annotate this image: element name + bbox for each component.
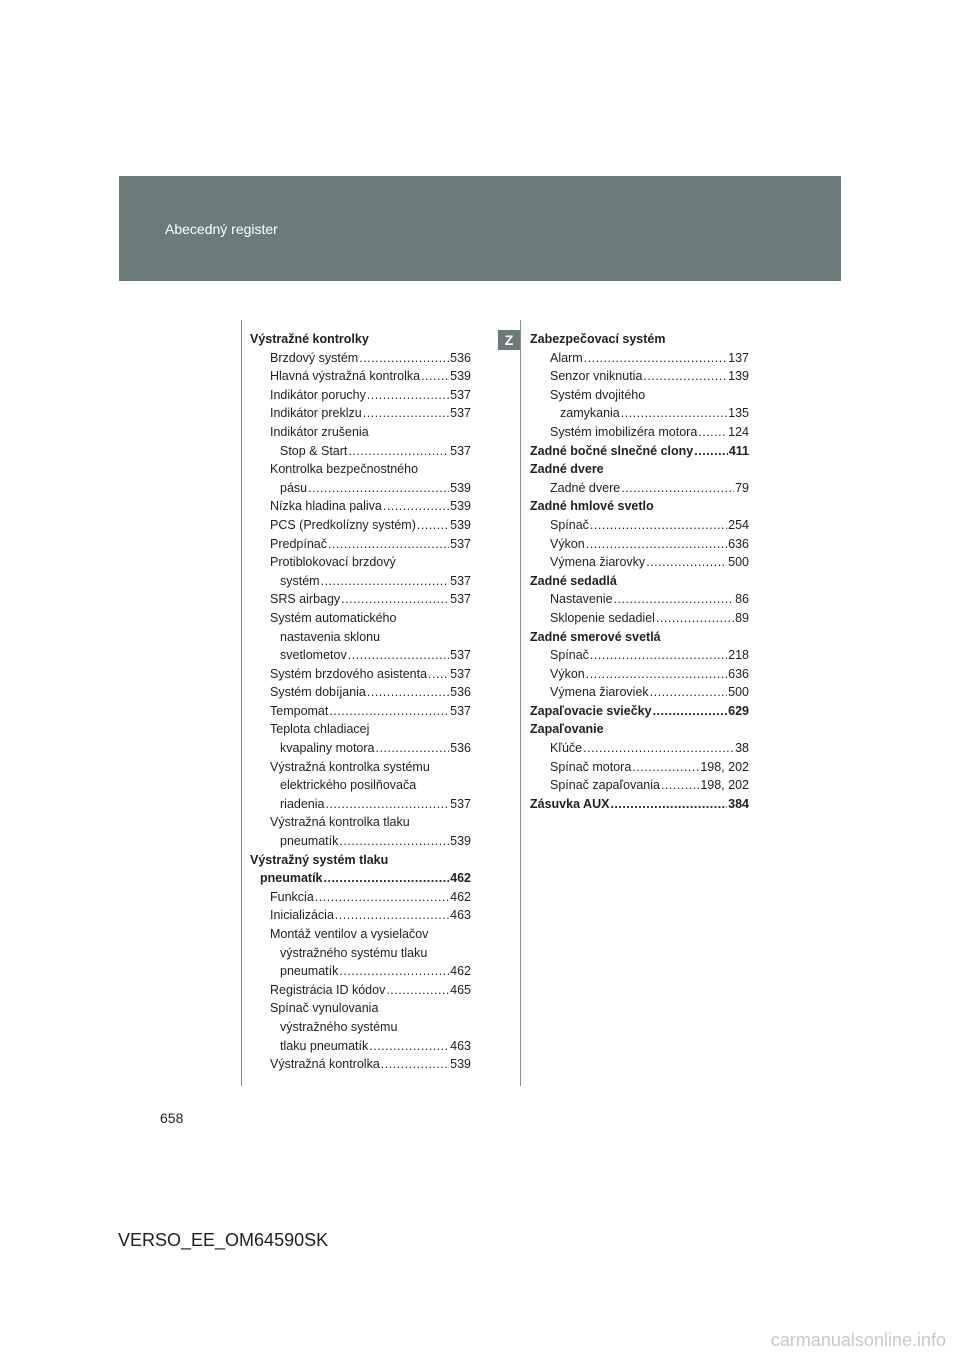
watermark: carmanualsonline.info — [770, 1330, 946, 1350]
index-entry-page: 462 — [450, 871, 471, 886]
index-entry-term: Zadné bočné slnečné clony — [530, 443, 694, 458]
index-entry-page: 86 — [735, 592, 749, 607]
index-entry — [250, 962, 471, 981]
right-column-rule — [520, 320, 521, 1086]
index-entry — [250, 460, 471, 479]
index-entry-term: Výmena žiaroviek — [550, 685, 649, 700]
dot-leader — [586, 535, 727, 554]
index-entry-page: 38 — [735, 741, 749, 756]
index-entry-page: 636 — [728, 666, 749, 681]
index-entry — [250, 888, 471, 907]
index-entry — [530, 367, 749, 386]
index-entry — [250, 479, 471, 498]
index-entry-term: Funkcia — [270, 889, 314, 904]
index-entry-page: 465 — [450, 982, 471, 997]
index-entry — [530, 497, 749, 516]
index-entry — [250, 776, 471, 795]
dot-leader — [621, 404, 727, 423]
index-entry-page: 218 — [728, 648, 749, 663]
index-entry-term: Zásuvka AUX — [530, 796, 610, 811]
index-entry — [250, 832, 471, 851]
dot-leader — [646, 553, 727, 572]
index-entry-page: 79 — [735, 480, 749, 495]
dot-leader — [367, 386, 449, 405]
index-entry-term: systém — [280, 573, 320, 588]
page-number: 658 — [160, 1110, 184, 1126]
index-entry-page: 539 — [450, 480, 471, 495]
dot-leader — [632, 758, 699, 777]
index-entry-page: 537 — [450, 387, 471, 402]
index-entry-term: Výkon — [550, 666, 585, 681]
index-entry-term: výstražného systému — [280, 1019, 398, 1034]
index-entry-term: Výstražné kontrolky — [250, 332, 369, 346]
index-entry-term: elektrického posilňovača — [280, 778, 417, 793]
dot-leader — [653, 702, 728, 721]
index-entry-term: Zabezpečovací systém — [530, 332, 666, 346]
index-entry — [530, 460, 749, 479]
index-entry — [250, 516, 471, 535]
index-entry — [250, 906, 471, 925]
index-entry-term: pneumatík — [280, 834, 339, 849]
index-entry — [250, 1037, 471, 1056]
index-entry — [250, 981, 471, 1000]
dot-leader — [621, 479, 734, 498]
index-entry — [530, 479, 749, 498]
index-entry — [530, 349, 749, 368]
index-entry-page: 629 — [728, 703, 749, 718]
index-entry-term: Predpínač — [270, 536, 327, 551]
index-entry-term: nastavenia sklonu — [280, 629, 381, 644]
dot-leader — [421, 367, 449, 386]
dot-leader — [369, 1037, 449, 1056]
dot-leader — [341, 590, 449, 609]
dot-leader — [348, 646, 449, 665]
index-entry-term: Výkon — [550, 536, 585, 551]
index-entry-term: Zapaľovanie — [530, 722, 604, 737]
dot-leader — [643, 367, 727, 386]
dot-leader — [339, 832, 449, 851]
dot-leader — [586, 665, 727, 684]
index-entry-page: 636 — [728, 536, 749, 551]
index-entry-term: Alarm — [550, 350, 583, 365]
index-entry-page: 536 — [450, 685, 471, 700]
index-entry — [250, 813, 471, 832]
dot-leader — [650, 683, 727, 702]
index-entry-term: Výmena žiarovky — [550, 555, 646, 570]
index-entry — [250, 590, 471, 609]
index-entry — [250, 572, 471, 591]
index-entry-page: 89 — [735, 610, 749, 625]
index-entry-page: 539 — [450, 517, 471, 532]
dot-leader — [381, 1055, 449, 1074]
index-entry — [530, 646, 749, 665]
index-entry-page: 500 — [728, 685, 749, 700]
index-entry — [250, 758, 471, 777]
index-entry — [530, 795, 749, 814]
dot-leader — [386, 981, 449, 1000]
index-entry — [530, 423, 749, 442]
index-entry — [530, 404, 749, 423]
index-entry-term: svetlometov — [280, 648, 347, 663]
index-entry-term: Tempomat — [270, 703, 329, 718]
index-entry-term: Teplota chladiacej — [270, 722, 370, 737]
index-entry-term: Systém automatického — [270, 610, 397, 625]
index-entry-term: Zadné dvere — [530, 462, 604, 477]
index-entry-page: 539 — [450, 499, 471, 514]
index-entry-term: Hlavná výstražná kontrolka — [270, 369, 421, 384]
index-entry-term: pneumatík — [260, 871, 323, 886]
index-entry-page: 198, 202 — [700, 759, 749, 774]
index-entry-term: PCS (Predkolízny systém) — [270, 517, 416, 532]
index-entry-page: 463 — [450, 908, 471, 923]
index-entry — [250, 609, 471, 628]
index-entry — [250, 497, 471, 516]
index-entry-page: 536 — [450, 741, 471, 756]
index-entry-page: 500 — [728, 555, 749, 570]
index-entry-term: Kľúče — [550, 741, 583, 756]
dot-leader — [321, 572, 450, 591]
index-entry — [250, 851, 471, 870]
index-entry-term: Inicializácia — [270, 908, 334, 923]
section-title: Abecedný register — [165, 221, 278, 237]
document-code: VERSO_EE_OM64590SK — [118, 1230, 329, 1250]
dot-leader — [590, 516, 727, 535]
index-entry-term: výstražného systému tlaku — [280, 945, 428, 960]
index-entry-term: Spínač vynulovania — [270, 1001, 379, 1016]
dot-leader — [363, 404, 449, 423]
index-entry — [250, 367, 471, 386]
dot-leader — [583, 739, 734, 758]
index-entry — [250, 739, 471, 758]
index-entry-term: Nízka hladina paliva — [270, 499, 382, 514]
index-entry-page: 137 — [728, 350, 749, 365]
index-entry-term: Indikátor poruchy — [270, 387, 366, 402]
index-entry — [250, 646, 471, 665]
dot-leader — [308, 479, 449, 498]
index-entry-page: 537 — [450, 573, 471, 588]
index-entry-term: Indikátor preklzu — [270, 406, 362, 421]
index-entry-page: 463 — [450, 1038, 471, 1053]
index-entry-term: Výstražná kontrolka — [270, 1057, 380, 1072]
index-entry-term: Zadné sedadlá — [530, 573, 617, 588]
index-entry-page: 198, 202 — [700, 778, 749, 793]
dot-leader — [367, 683, 449, 702]
index-entry-page: 537 — [450, 796, 471, 811]
dot-leader — [584, 349, 727, 368]
index-entry — [250, 628, 471, 647]
dot-leader — [590, 646, 727, 665]
index-entry — [250, 683, 471, 702]
index-entry-page: 411 — [728, 443, 749, 458]
index-entry-term: Spínač motora — [550, 759, 632, 774]
index-entry-term: zamykania — [560, 406, 620, 421]
index-entry-term: Protiblokovací brzdový — [270, 555, 396, 570]
dot-leader — [614, 590, 735, 609]
index-entry — [530, 330, 749, 349]
left-column-rule — [241, 320, 242, 1086]
dot-leader — [698, 423, 727, 442]
dot-leader — [348, 442, 449, 461]
index-entry-term: kvapaliny motora — [280, 741, 375, 756]
index-entry-page: 384 — [728, 796, 749, 811]
index-entry-page: 124 — [728, 424, 749, 439]
dot-leader — [324, 869, 450, 888]
index-entry — [530, 535, 749, 554]
index-entry — [250, 330, 471, 349]
index-entry-page: 537 — [450, 648, 471, 663]
index-entry — [530, 572, 749, 591]
index-letter-tab: Z — [498, 330, 520, 350]
index-entry-term: Systém dvojitého — [550, 387, 646, 402]
index-entry — [250, 553, 471, 572]
index-column-left — [250, 330, 471, 1074]
index-entry-term: Kontrolka bezpečnostného — [270, 462, 419, 477]
dot-leader — [359, 349, 449, 368]
index-entry-page: 537 — [450, 592, 471, 607]
index-entry — [250, 999, 471, 1018]
index-entry-term: Spínač — [550, 517, 589, 532]
index-entry — [530, 516, 749, 535]
index-entry-term: Zapaľovacie sviečky — [530, 703, 652, 718]
index-entry-page: 539 — [450, 369, 471, 384]
index-entry-term: Senzor vniknutia — [550, 369, 643, 384]
dot-leader — [383, 497, 449, 516]
dot-leader — [694, 442, 728, 461]
index-entry — [250, 925, 471, 944]
dot-leader — [328, 535, 449, 554]
index-entry — [530, 628, 749, 647]
index-entry — [250, 1055, 471, 1074]
index-entry-term: Zadné smerové svetlá — [530, 629, 661, 644]
dot-leader — [335, 906, 449, 925]
index-entry-page: 254 — [728, 517, 749, 532]
index-entry-term: Výstražná kontrolka systému — [270, 759, 430, 774]
index-entry — [250, 349, 471, 368]
index-entry — [530, 683, 749, 702]
index-entry — [250, 869, 471, 888]
index-entry-page: 537 — [450, 703, 471, 718]
index-entry — [530, 758, 749, 777]
index-entry — [250, 944, 471, 963]
index-entry-page: 539 — [450, 1057, 471, 1072]
dot-leader — [417, 516, 449, 535]
index-entry-page: 537 — [450, 536, 471, 551]
index-entry — [530, 776, 749, 795]
index-entry — [530, 609, 749, 628]
index-entry — [250, 386, 471, 405]
index-entry-term: Zadné dvere — [550, 480, 621, 495]
dot-leader — [325, 795, 449, 814]
index-entry-term: Stop & Start — [280, 443, 348, 458]
index-entry-term: Spínač zapaľovania — [550, 778, 660, 793]
index-entry — [250, 720, 471, 739]
index-entry — [250, 442, 471, 461]
dot-leader — [610, 795, 727, 814]
index-entry-page: 537 — [450, 443, 471, 458]
index-entry — [530, 702, 749, 721]
index-entry-term: Výstražný systém tlaku — [250, 852, 389, 867]
index-entry-page: 462 — [450, 889, 471, 904]
index-entry-page: 462 — [450, 964, 471, 979]
index-entry — [250, 1018, 471, 1037]
header-band — [119, 176, 841, 281]
index-entry-term: pneumatík — [280, 964, 339, 979]
index-entry-term: Spínač — [550, 648, 589, 663]
index-entry — [250, 423, 471, 442]
dot-leader — [315, 888, 449, 907]
index-entry-term: Nastavenie — [550, 592, 613, 607]
index-entry — [250, 665, 471, 684]
dot-leader — [428, 665, 449, 684]
index-entry-term: pásu — [280, 480, 308, 495]
index-entry-page: 537 — [450, 666, 471, 681]
index-entry-term: Sklopenie sedadiel — [550, 610, 655, 625]
index-entry-term: SRS airbagy — [270, 592, 341, 607]
dot-leader — [376, 739, 450, 758]
index-entry — [250, 795, 471, 814]
index-entry-term: Brzdový systém — [270, 350, 359, 365]
dot-leader — [661, 776, 699, 795]
index-column-right — [530, 330, 749, 813]
dot-leader — [329, 702, 449, 721]
dot-leader — [339, 962, 449, 981]
index-entry — [530, 720, 749, 739]
index-entry-term: Indikátor zrušenia — [270, 424, 369, 439]
index-entry — [530, 590, 749, 609]
dot-leader — [656, 609, 734, 628]
index-entry — [250, 535, 471, 554]
index-entry-page: 139 — [728, 369, 749, 384]
index-entry-page: 135 — [728, 406, 749, 421]
index-entry — [530, 665, 749, 684]
index-entry-term: Systém imobilizéra motora — [550, 424, 698, 439]
index-entry-term: Výstražná kontrolka tlaku — [270, 815, 410, 830]
index-entry-term: Systém brzdového asistenta — [270, 666, 428, 681]
index-entry-term: Systém dobíjania — [270, 685, 366, 700]
index-entry — [530, 442, 749, 461]
index-entry — [250, 702, 471, 721]
index-entry-term: Zadné hmlové svetlo — [530, 499, 654, 514]
index-entry-term: Registrácia ID kódov — [270, 982, 386, 997]
index-entry — [530, 553, 749, 572]
index-entry-term: riadenia — [280, 796, 325, 811]
index-entry-page: 537 — [450, 406, 471, 421]
index-entry — [250, 404, 471, 423]
index-entry-page: 539 — [450, 834, 471, 849]
index-entry-term: tlaku pneumatík — [280, 1038, 369, 1053]
index-entry — [530, 386, 749, 405]
index-entry-term: Montáž ventilov a vysielačov — [270, 927, 429, 941]
index-entry-page: 536 — [450, 350, 471, 365]
index-entry — [530, 739, 749, 758]
